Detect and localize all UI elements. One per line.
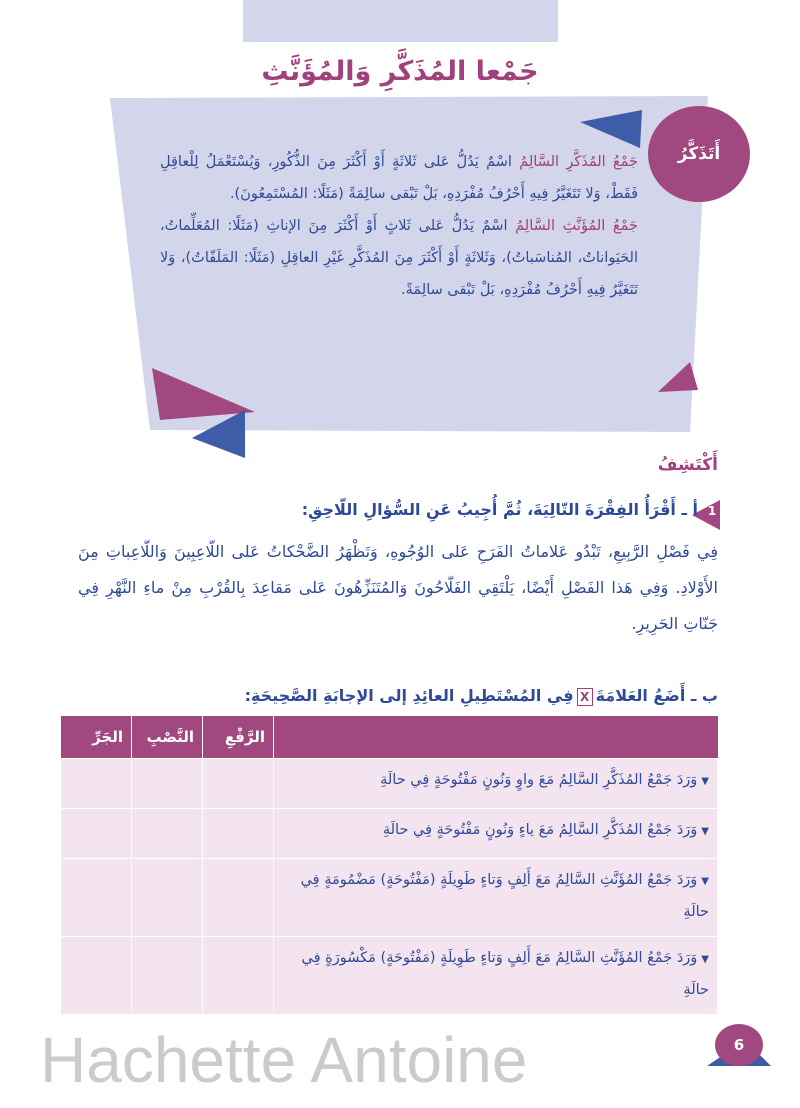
definition-masculine: اسْمٌ يَدُلُّ عَلى ثَلاثَةٍ أَوْ أَكْثَرَ مِنَ الذُّكُورِ، وَيُسْتَعْمَلُ لِلْعاقِلِ فَقَطْ، وَلا تَتَغَيَّرُ فِيهِ أَحْرُفُ مُفْرَدِهِ، بَلْ تَبْقى سالِمَةً (مَثَلًا: المُسْتَمِعُونَ). [160,154,638,202]
answer-box-accusative[interactable] [132,809,203,859]
x-mark-box: X [577,688,593,706]
answer-box-accusative[interactable] [132,759,203,809]
answer-box-accusative[interactable] [132,859,203,937]
page-number: 6 [715,1024,763,1066]
answer-box-nominative[interactable] [203,759,274,809]
watermark: Hachette Antoine [40,1024,528,1096]
table-row [61,759,718,809]
answer-box-nominative[interactable] [203,809,274,859]
answer-box-genitive[interactable] [61,937,132,1015]
question-number: 1 [707,504,717,518]
definition-feminine: اسْمٌ يَدُلُّ عَلى ثَلاثٍ أَوْ أَكْثَرَ مِنَ الإناثِ (مَثَلًا: المُعَلِّماتُ، الحَيَواناتُ، المُناسَباتُ)، وَثَلاثَةٍ أَوْ أَكْثَرَ مِنَ المُذَكَّرِ غَيْرِ العاقِلِ (مَثَلًا: المَلَفّاتُ)، وَلا تَتَغَيَّرُ فِيهِ أَحْرُفُ مُفْرَدِهِ، بَلْ تَبْقى سالِمَةً. [160,218,638,298]
table-header [61,716,718,759]
statement-cell [274,859,718,937]
statement-text: وَرَدَ جَمْعُ المُؤَنَّثِ السَّالِمُ مَعَ أَلِفٍ وَتاءٍ طَوِيلَةٍ (مَفْتُوحَةٍ) مَكْسُورَةٍ فِي حالَةِ [301,950,709,998]
statement-cell [274,809,718,859]
header-genitive: الجَرِّ [61,716,132,759]
question-b [245,686,718,706]
answer-box-genitive[interactable] [61,759,132,809]
question-b-end: فِي المُسْتَطِيلِ العائِدِ إلى الإجابَةِ الصَّحِيحَةِ: [244,686,574,705]
answer-box-genitive[interactable] [61,809,132,859]
remember-text [160,146,638,306]
bullet-arrow-icon: ▼ [701,826,709,837]
remember-badge: أَتَذَكَّرُ [648,106,750,202]
header-statement [274,716,718,759]
term-feminine: جَمْعُ المُؤَنَّثِ السَّالِمُ [515,218,638,234]
statement-cell [274,937,718,1015]
question-a: أ ـ أَقْرَأُ الفِقْرَةَ التّالِيَةَ، ثُمَّ أُجِيبُ عَنِ السُّؤالِ اللّاحِقِ: [301,500,698,519]
bullet-arrow-icon: ▼ [701,954,709,965]
bullet-arrow-icon: ▼ [701,876,709,887]
term-masculine: جَمْعُ المُذَكَّرِ السَّالِمُ [519,154,639,170]
statement-text: وَرَدَ جَمْعُ المُؤَنَّثِ السَّالِمُ مَعَ أَلِفٍ وَتاءٍ طَوِيلَةٍ (مَفْتُوحَةٍ) مَضْمُومَةٍ فِي حالَةِ [300,872,709,920]
answer-box-nominative[interactable] [203,937,274,1015]
statement-text: وَرَدَ جَمْعُ المُذَكَّرِ السَّالِمُ مَعَ ياءٍ وَنُونٍ مَفْتُوحَةٍ فِي حالَةِ [382,822,698,838]
answer-box-genitive[interactable] [61,859,132,937]
header-accusative: النَّصْبِ [132,716,203,759]
table-row [61,809,718,859]
reading-paragraph [78,534,718,642]
table-row [61,937,718,1015]
page-title: جَمْعا المُذَكَّرِ وَالمُؤَنَّثِ [261,56,539,87]
answer-table [60,716,718,1015]
bullet-arrow-icon: ▼ [701,776,709,787]
paragraph-text: فِي فَصْلِ الرَّبِيعِ، تَبْدُو عَلاماتُ الفَرَحِ عَلى الوُجُوهِ، وَتَظْهَرُ الضَّحْكاتُ عَلى اللّاعِبِينَ وَاللّاعِباتِ مِنَ الأَوْلادِ. وَفِي هَذا الفَصْلِ أَيْضًا، يَلْتَقِي الفَلّاحُونَ وَالمُتَنَزِّهُونَ عَلى مَقاعِدَ بِالقُرْبِ مِنْ ماءِ النَّهْرِ فِي جَنّاتِ الحَرِيرِ. [78,542,718,633]
header-nominative: الرَّفْعِ [203,716,274,759]
discover-heading: أَكْتَشِفُ [657,455,718,475]
statement-cell [274,759,718,809]
question-b-start: ب ـ أَضَعُ العَلامَةَ [595,686,718,705]
table-row [61,859,718,937]
answer-box-accusative[interactable] [132,937,203,1015]
answer-box-nominative[interactable] [203,859,274,937]
statement-text: وَرَدَ جَمْعُ المُذَكَّرِ السَّالِمُ مَعَ واوٍ وَنُونٍ مَفْتُوحَةٍ فِي حالَةِ [380,772,698,788]
